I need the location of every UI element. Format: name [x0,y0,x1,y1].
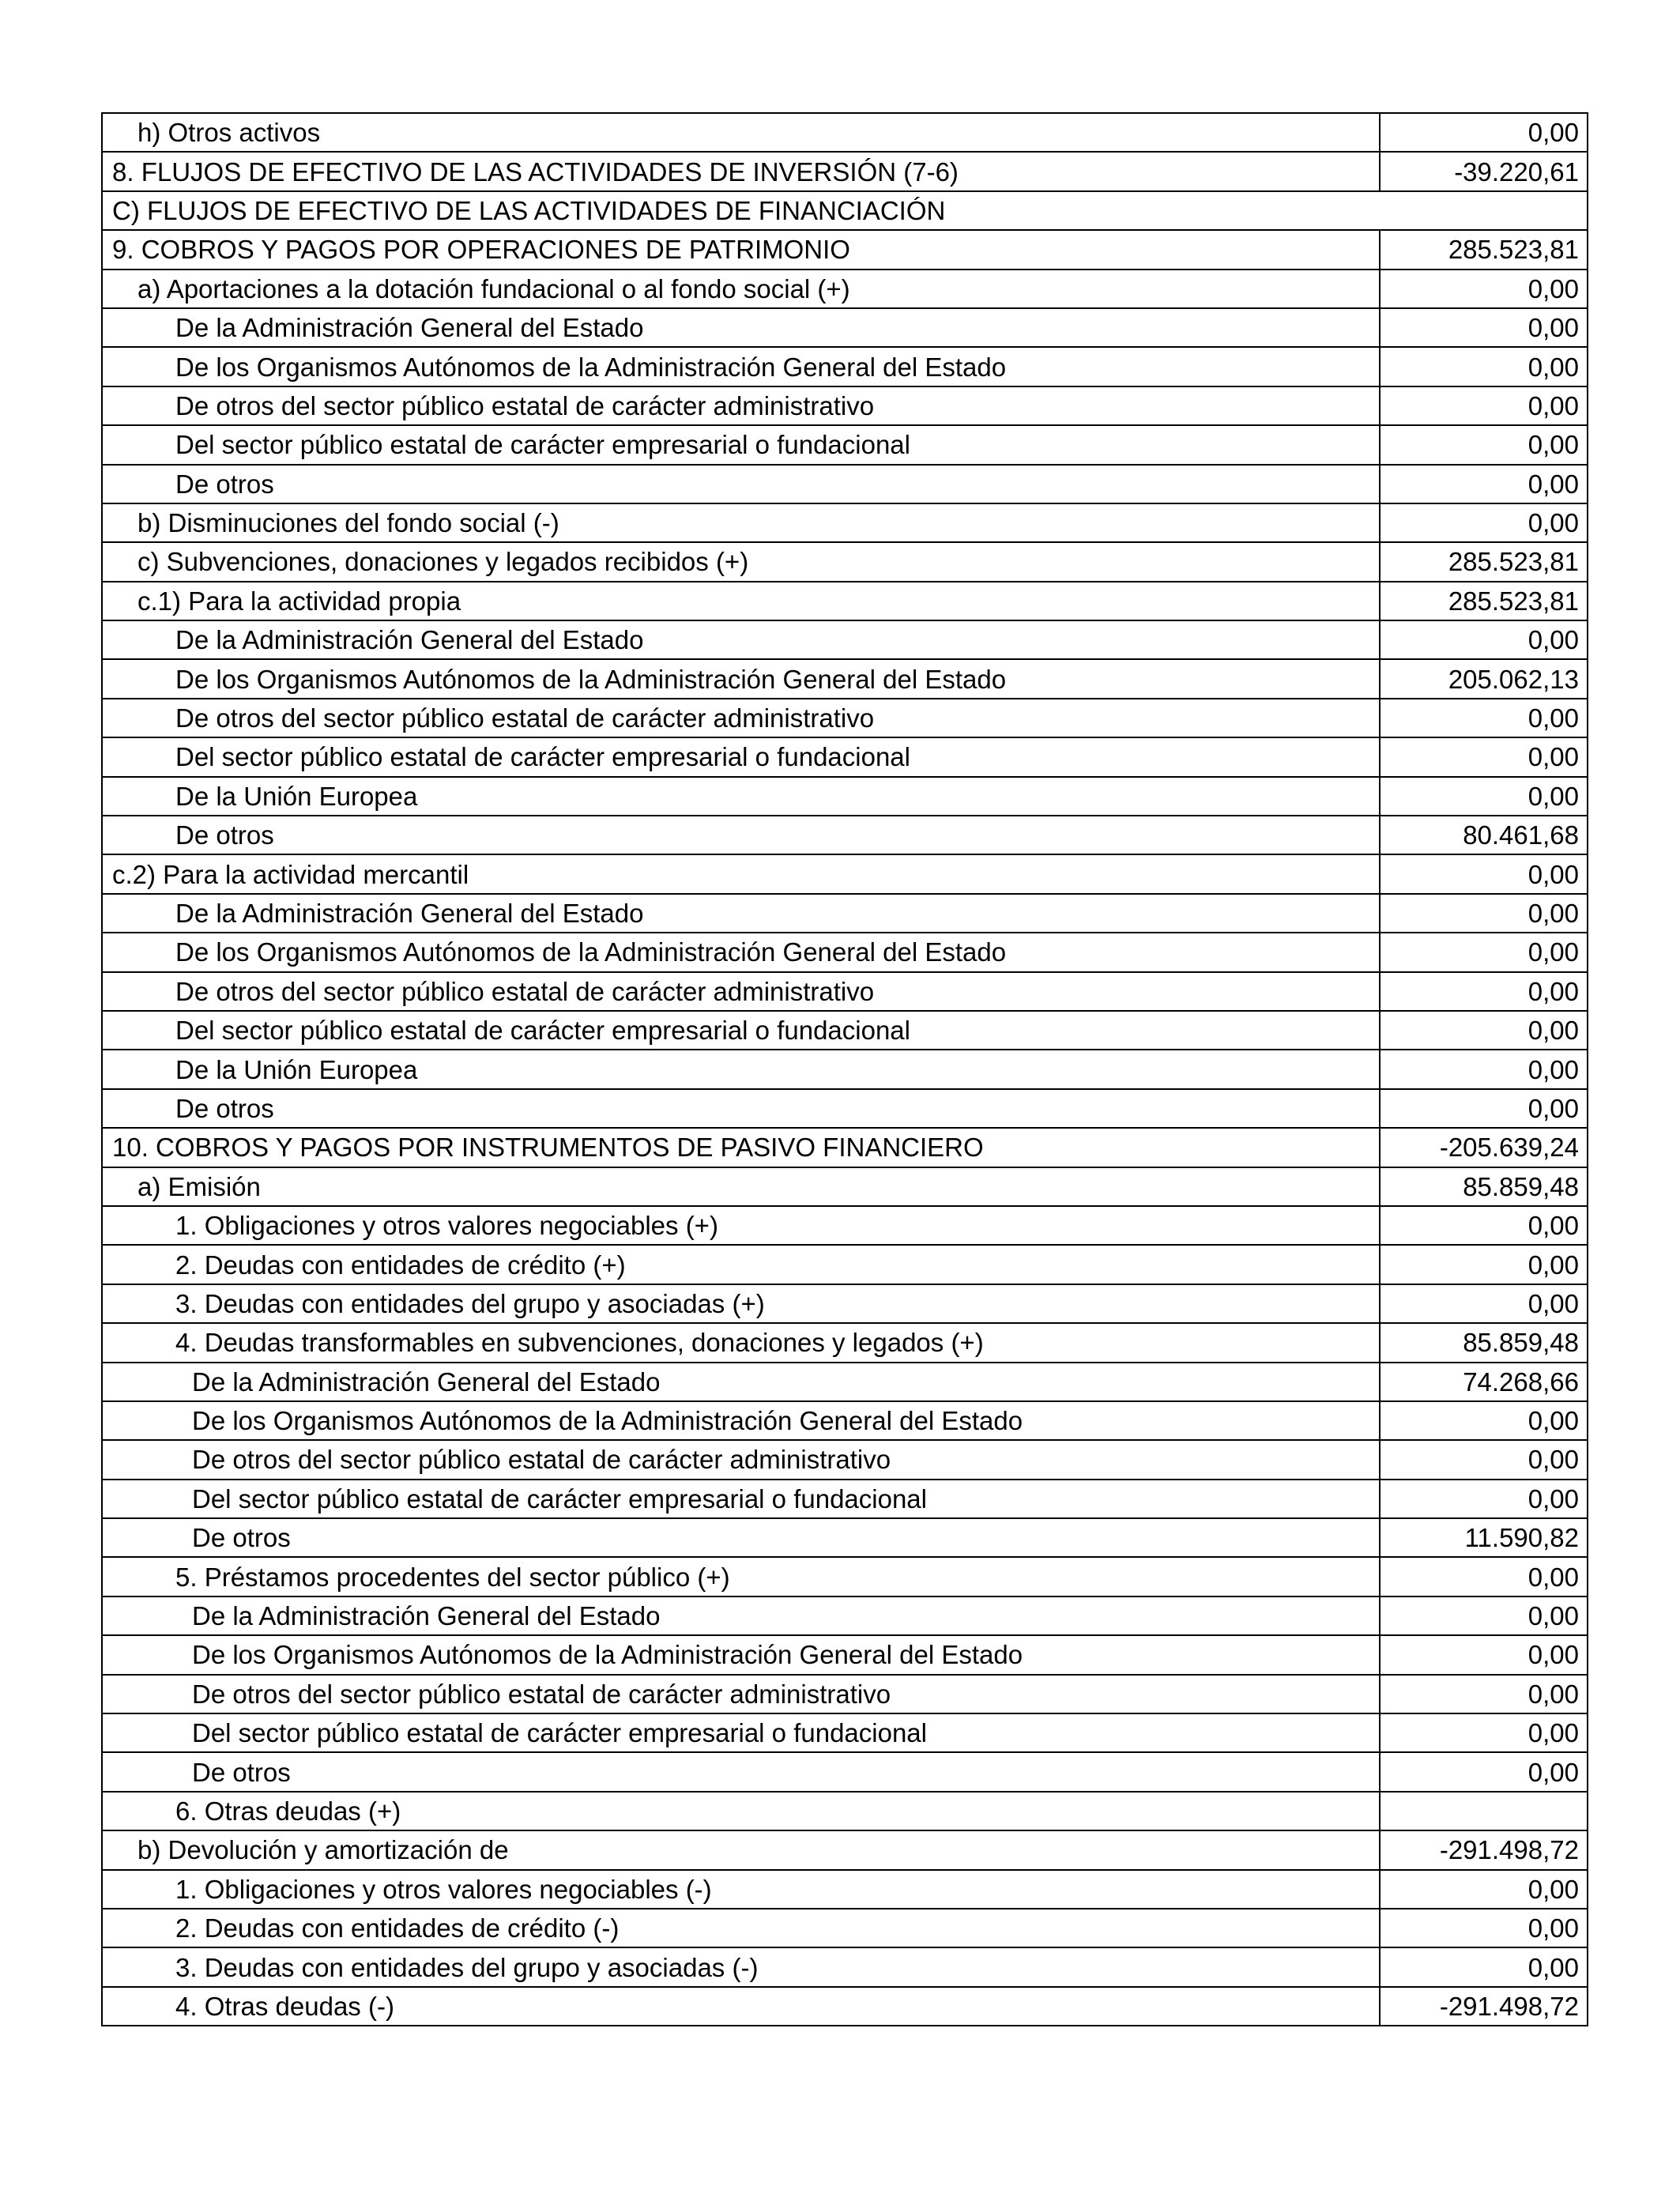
table-row [102,1635,1588,1674]
table-row [102,1206,1588,1245]
table-row [102,1050,1588,1088]
row-label: 8. FLUJOS DE EFECTIVO DE LAS ACTIVIDADES DE INVERSIÓN (7-6) [102,152,1380,190]
row-label: 5. Préstamos procedentes del sector público (+) [102,1557,1380,1596]
row-label: De otros [102,1518,1380,1557]
row-value: -39.220,61 [1380,152,1588,190]
row-label: Del sector público estatal de carácter empresarial o fundacional [102,1713,1380,1752]
table-row [102,465,1588,503]
table-row [102,1480,1588,1518]
row-value: 85.859,48 [1380,1323,1588,1362]
table-row [102,582,1588,620]
row-label: 2. Deudas con entidades de crédito (+) [102,1245,1380,1284]
row-label: b) Devolución y amortización de [102,1830,1380,1869]
table-row [102,1011,1588,1050]
row-label: De los Organismos Autónomos de la Administración General del Estado [102,347,1380,386]
row-label: De otros del sector público estatal de carácter administrativo [102,699,1380,737]
table-row [102,1675,1588,1713]
table-row [102,1401,1588,1440]
row-label: De la Unión Europea [102,1050,1380,1088]
row-value: 74.268,66 [1380,1363,1588,1401]
table-row [102,1870,1588,1909]
row-value: 0,00 [1380,308,1588,347]
row-value: 0,00 [1380,737,1588,776]
table-row [102,503,1588,542]
table-row [102,659,1588,698]
table-row [102,1713,1588,1752]
table-row [102,270,1588,308]
row-label: b) Disminuciones del fondo social (-) [102,503,1380,542]
row-value: 0,00 [1380,1011,1588,1050]
row-value: 0,00 [1380,270,1588,308]
table-row [102,1128,1588,1167]
row-value: 0,00 [1380,1596,1588,1635]
row-value: 285.523,81 [1380,230,1588,269]
row-label: 3. Deudas con entidades del grupo y asociadas (+) [102,1284,1380,1323]
row-label: De otros [102,1752,1380,1791]
table-row [102,1752,1588,1791]
row-value: 0,00 [1380,1713,1588,1752]
row-label: a) Aportaciones a la dotación fundacional o al fondo social (+) [102,270,1380,308]
table-row [102,1323,1588,1362]
table-row [102,1089,1588,1128]
row-value: 0,00 [1380,1284,1588,1323]
table-row [102,1518,1588,1557]
row-label: Del sector público estatal de carácter empresarial o fundacional [102,1480,1380,1518]
row-value: 80.461,68 [1380,816,1588,854]
row-value: 0,00 [1380,503,1588,542]
row-value: 0,00 [1380,1752,1588,1791]
table-row [102,113,1588,152]
row-label: 1. Obligaciones y otros valores negociables (+) [102,1206,1380,1245]
row-value: 0,00 [1380,1050,1588,1088]
table-row [102,933,1588,971]
row-value: 0,00 [1380,425,1588,464]
row-label: 1. Obligaciones y otros valores negociables (-) [102,1870,1380,1909]
row-label: De otros del sector público estatal de carácter administrativo [102,1675,1380,1713]
cash-flow-statement-table [101,112,1588,2026]
row-value: 0,00 [1380,933,1588,971]
table-row [102,386,1588,425]
row-value: 0,00 [1380,1675,1588,1713]
row-value: 0,00 [1380,347,1588,386]
row-value: -205.639,24 [1380,1128,1588,1167]
table-row [102,972,1588,1011]
row-value: 11.590,82 [1380,1518,1588,1557]
row-label: De otros [102,465,1380,503]
row-label: De los Organismos Autónomos de la Administración General del Estado [102,1401,1380,1440]
row-label: De los Organismos Autónomos de la Administración General del Estado [102,933,1380,971]
row-label: c.2) Para la actividad mercantil [102,854,1380,893]
table-row [102,1245,1588,1284]
row-value: 0,00 [1380,113,1588,152]
row-label: De otros del sector público estatal de carácter administrativo [102,1440,1380,1479]
statement-body [102,113,1588,2026]
row-value: -291.498,72 [1380,1987,1588,2026]
table-row [102,1947,1588,1986]
row-label: a) Emisión [102,1167,1380,1206]
table-row [102,699,1588,737]
table-row [102,1596,1588,1635]
table-row [102,1557,1588,1596]
row-label: 2. Deudas con entidades de crédito (-) [102,1909,1380,1947]
table-row [102,816,1588,854]
row-label: 4. Deudas transformables en subvenciones, donaciones y legados (+) [102,1323,1380,1362]
table-row [102,854,1588,893]
row-label: De la Administración General del Estado [102,620,1380,659]
row-label: De la Unión Europea [102,777,1380,816]
row-value: 0,00 [1380,854,1588,893]
row-label: Del sector público estatal de carácter empresarial o fundacional [102,1011,1380,1050]
row-value: 0,00 [1380,777,1588,816]
table-row [102,308,1588,347]
table-row [102,347,1588,386]
row-value: 0,00 [1380,1557,1588,1596]
row-value: 0,00 [1380,620,1588,659]
table-row [102,1830,1588,1869]
table-row [102,1792,1588,1830]
row-label: De la Administración General del Estado [102,1596,1380,1635]
row-label: De otros [102,1089,1380,1128]
table-row [102,1167,1588,1206]
row-label: De otros del sector público estatal de carácter administrativo [102,972,1380,1011]
row-label: De la Administración General del Estado [102,308,1380,347]
row-value: 0,00 [1380,1635,1588,1674]
row-label: De otros [102,816,1380,854]
table-row [102,425,1588,464]
table-row [102,737,1588,776]
table-row [102,152,1588,190]
row-label: 3. Deudas con entidades del grupo y asociadas (-) [102,1947,1380,1986]
row-value: 205.062,13 [1380,659,1588,698]
row-value: 0,00 [1380,1089,1588,1128]
row-label: c) Subvenciones, donaciones y legados recibidos (+) [102,542,1380,581]
row-value: 0,00 [1380,1245,1588,1284]
table-row [102,1440,1588,1479]
row-value: 0,00 [1380,1480,1588,1518]
row-value [1380,1792,1588,1830]
table-row [102,1284,1588,1323]
row-value: 0,00 [1380,1206,1588,1245]
row-value: 0,00 [1380,1401,1588,1440]
row-value: 0,00 [1380,1870,1588,1909]
row-value: 285.523,81 [1380,542,1588,581]
row-value: 285.523,81 [1380,582,1588,620]
table-row [102,777,1588,816]
table-row [102,894,1588,933]
table-row [102,620,1588,659]
row-value: 0,00 [1380,1947,1588,1986]
row-value: -291.498,72 [1380,1830,1588,1869]
row-label: Del sector público estatal de carácter empresarial o fundacional [102,425,1380,464]
row-value: 0,00 [1380,972,1588,1011]
row-label: 4. Otras deudas (-) [102,1987,1380,2026]
row-value: 85.859,48 [1380,1167,1588,1206]
row-label: 9. COBROS Y PAGOS POR OPERACIONES DE PATRIMONIO [102,230,1380,269]
row-label: De los Organismos Autónomos de la Administración General del Estado [102,659,1380,698]
row-label: De los Organismos Autónomos de la Administración General del Estado [102,1635,1380,1674]
row-value: 0,00 [1380,465,1588,503]
table-row [102,1363,1588,1401]
row-label: De otros del sector público estatal de carácter administrativo [102,386,1380,425]
row-value: 0,00 [1380,386,1588,425]
row-label: C) FLUJOS DE EFECTIVO DE LAS ACTIVIDADES DE FINANCIACIÓN [102,191,1588,230]
table-row [102,191,1588,230]
row-label: De la Administración General del Estado [102,1363,1380,1401]
row-label: c.1) Para la actividad propia [102,582,1380,620]
row-value: 0,00 [1380,1909,1588,1947]
row-label: 10. COBROS Y PAGOS POR INSTRUMENTOS DE PASIVO FINANCIERO [102,1128,1380,1167]
row-label: Del sector público estatal de carácter empresarial o fundacional [102,737,1380,776]
table-row [102,230,1588,269]
table-row [102,1909,1588,1947]
row-label: h) Otros activos [102,113,1380,152]
table-row [102,542,1588,581]
row-value: 0,00 [1380,699,1588,737]
row-value: 0,00 [1380,1440,1588,1479]
row-label: De la Administración General del Estado [102,894,1380,933]
table-row [102,1987,1588,2026]
row-value: 0,00 [1380,894,1588,933]
row-label: 6. Otras deudas (+) [102,1792,1380,1830]
